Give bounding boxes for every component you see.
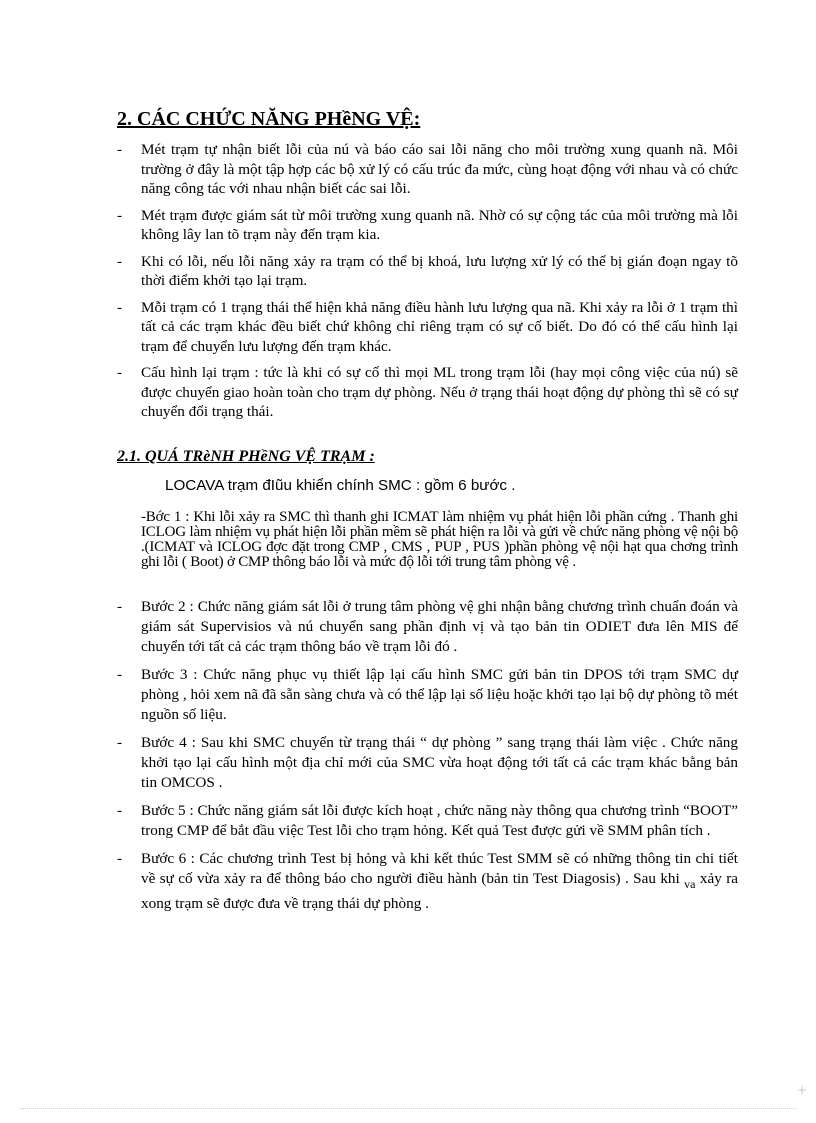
bullet-dash: -	[117, 734, 123, 751]
list-item	[117, 665, 738, 725]
step-6-subscript: va	[684, 877, 696, 891]
list-item	[117, 206, 738, 245]
list-item	[117, 252, 738, 291]
bullet-dash: -	[117, 141, 123, 158]
list-item	[117, 597, 738, 657]
list-item-text: Mỗi trạm có 1 trạng thái thể hiện khả năng điều hành lưu lượng qua nã. Khi xảy ra lỗi ở 1 trạm thì tất cả các trạm khác đều biết chứ không chỉ riêng trạm có sự cố biết. Do đó có thể cấu hình lại trạm để chuyển lưu lượng đến trạm khác.	[141, 298, 738, 355]
list-item	[117, 298, 738, 357]
subsection-intro: LOCAVA trạm đIũu khiển chính SMC : gồm 6 bước .	[165, 477, 516, 494]
step-6-tail: xảy ra xong trạm sẽ được đưa về trạng thái dự phòng .	[141, 870, 739, 912]
list-item	[117, 140, 738, 199]
step-4-text: Bước 4 : Sau khi SMC chuyển từ trạng thái “ dự phòng ” sang trạng thái làm việc . Chức năng khởi tạo lại cấu hình một địa chỉ mới của SMC vừa hoạt động tới tất cả các trạm khác bằng bản tin OMCOS .	[141, 734, 738, 791]
step-1-list	[117, 510, 738, 570]
steps-list	[117, 597, 738, 922]
list-item-text: Khi có lỗi, nếu lỗi năng xảy ra trạm có thể bị khoá, lưu lượng xử lý có thể bị gián đoạn ngay tõ thời điểm khởi tạo lại trạm.	[141, 252, 738, 289]
bullet-dash: -	[117, 666, 123, 683]
list-item-text: Mét trạm tự nhận biết lỗi của nú và báo cáo sai lỗi năng cho môi trường xung quanh nã. Môi trường ở đây là một tập hợp các bộ xử lý có cấu trúc đa mức, cùng hoạt động với nhau và có chức năng công tác với nhau nhận biết các sai lỗi.	[141, 141, 738, 197]
bullet-dash: -	[117, 802, 123, 819]
list-item	[117, 510, 738, 570]
list-item	[117, 801, 738, 841]
bullet-dash: -	[117, 206, 123, 224]
step-2-text: Bước 2 : Chức năng giám sát lỗi ở trung tâm phòng vệ ghi nhận bằng chương trình chuẩn đoán và giám sát Supervisios và nú chuyển sang phần định vị và tạo bản tin ODIET đưa lên MIS để chuyển tới tất cả các trạm thông báo về trạm lỗi đó .	[141, 598, 738, 655]
page-bottom-rule	[20, 1108, 796, 1109]
step-1-text: Bớc 1 : Khi lỗi xảy ra SMC thì thanh ghi ICMAT làm nhiệm vụ phát hiện lỗi phần cứng . Thanh ghi ICLOG làm nhiệm vụ phát hiện lỗi phần mềm sẽ phát hiện ra lỗi và gửi về chức năng phòng vệ nội bộ .(ICMAT và ICLOG đợc đặt trong CMP , CMS , PUP , PUS )phần phòng vệ nội hạt qua chơng trình ghi lỗi ( Boot) ở CMP thông báo lỗi và mức độ lỗi tới trung tâm phòng vệ .	[141, 509, 738, 570]
list-item-text: Mét trạm được giám sát từ môi trường xung quanh nã. Nhờ có sự cộng tác của môi trường mà lỗi không lây lan tõ trạm này đến trạm kia.	[141, 206, 738, 243]
bullet-dash: -	[117, 298, 123, 316]
list-item-text: Cấu hình lại trạm : tức là khi có sự cố thì mọi ML trong trạm lỗi (hay mọi công việc của nú) sẽ được chuyển giao hoàn toàn cho trạm dự phòng. Nếu ở trạng thái hoạt động dự phòng thì sẽ có sự chuyển đổi trạng thái.	[141, 364, 738, 420]
step-5-text: Bước 5 : Chức năng giám sát lỗi được kích hoạt , chức năng này thông qua chương trình “BOOT” trong CMP để bắt đầu việc Test lỗi cho trạm hỏng. Kết quả Test được gửi về SMM phân tích .	[141, 802, 738, 839]
step-3-text: Bước 3 : Chức năng phục vụ thiết lập lại cấu hình SMC gửi bản tin DPOS tới trạm SMC dự phòng , hỏi xem nã đã sẵn sàng chưa và có thể lập lại số liệu hoặc khởi tạo lại bộ dự phòng tõ mét nguồn số liệu.	[141, 666, 738, 723]
bullet-dash: -	[117, 364, 123, 381]
corner-mark-icon: +	[797, 1083, 808, 1097]
subsection-heading: 2.1. QUÁ TRèNH PHềNG VỆ TRẠM :	[117, 448, 375, 465]
step-6-text: Bước 6 : Các chương trình Test bị hỏng và khi kết thúc Test SMM sẽ có những thông tin chi tiết về sự cố vừa xảy ra để thông báo cho người điều hành (bản tin Test Diagosis) . Sau khi	[141, 850, 738, 887]
bullet-dash: -	[117, 598, 123, 615]
list-item	[117, 363, 738, 422]
bullet-dash: -	[117, 850, 123, 867]
defense-functions-list	[117, 140, 738, 429]
section-heading: 2. CÁC CHỨC NĂNG PHềNG VỆ:	[117, 108, 421, 130]
bullet-dash: -	[141, 509, 146, 525]
list-item	[117, 849, 738, 914]
list-item	[117, 733, 738, 793]
bullet-dash: -	[117, 252, 123, 270]
